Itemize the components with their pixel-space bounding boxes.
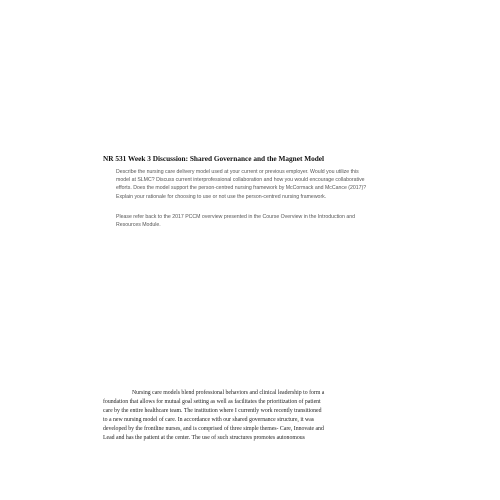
prompt-line: Describe the nursing care delivery model used at your current or previous employer. Would you utilize this [116, 169, 359, 175]
prompt-paragraph-1 [116, 168, 416, 201]
prompt-line: Explain your rationale for choosing to use or not use the person-centred nursing framework. [116, 193, 327, 200]
essay-line: Lead and has the patient at the center. The use of such structures promotes autonomous [103, 435, 305, 441]
prompt-line: Resources Module. [116, 222, 161, 229]
prompt-line: Please refer back to the 2017 PCCM overview presented in the Course Overview in the Introduction and [116, 214, 356, 220]
prompt-paragraph-2 [116, 213, 416, 229]
essay-line: care by the entire healthcare team. The institution where I currently work recently transitioned [103, 408, 322, 414]
essay-body [103, 389, 403, 443]
essay-line: to a new nursing model of care. In accordance with our shared governance structure, it was [103, 417, 315, 423]
prompt-line: efforts. Does the model support the person-centred nursing framework by McCormack and McCance (2017)? [116, 185, 367, 192]
essay-line: developed by the frontline nurses, and is comprised of three simple themes- Care, Innovate and [103, 426, 324, 432]
essay-line: Nursing care models blend professional behaviors and clinical leadership to form a [132, 390, 325, 396]
document-title: NR 531 Week 3 Discussion: Shared Governance and the Magnet Model [103, 154, 325, 163]
essay-line: foundation that allows for mutual goal setting as well as facilitates the prioritization of patient [103, 399, 321, 405]
prompt-line: model at SLMC? Discuss current interprofessional collaboration and how you would encourage collaborative [116, 177, 365, 184]
